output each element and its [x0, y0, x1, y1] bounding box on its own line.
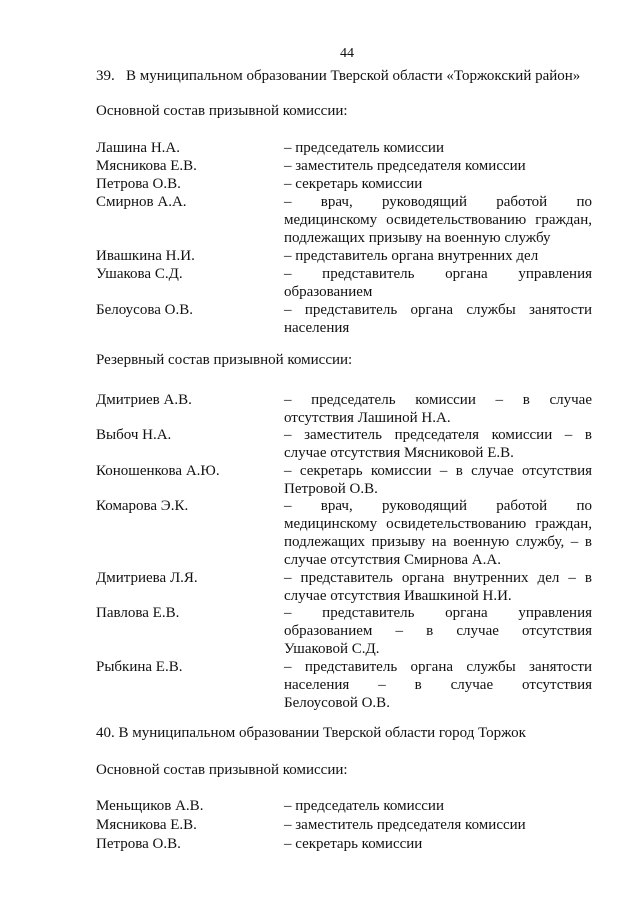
- member-role-line: – заместитель председателя комиссии: [284, 158, 526, 174]
- member-name: Мясникова Е.В.: [96, 158, 197, 174]
- member-role: [284, 569, 592, 605]
- member-role-line: случае отсутствия Ивашкиной Н.И.: [284, 588, 512, 604]
- member-role-line: – председатель комиссии: [284, 798, 444, 814]
- member-role: [284, 797, 592, 815]
- member-role: [284, 497, 592, 569]
- member-role-line: – заместитель председателя комиссии – в: [284, 427, 592, 443]
- member-name: Лашина Н.А.: [96, 140, 181, 156]
- member-role: [284, 265, 592, 301]
- member-role: [284, 426, 592, 462]
- member-role-line: подлежащих призыву на военную службу: [284, 230, 551, 246]
- member-role-line: случае отсутствия Мясниковой Е.В.: [284, 445, 514, 461]
- member-name: Ушакова С.Д.: [96, 266, 183, 282]
- member-name: Петрова О.В.: [96, 836, 181, 852]
- member-role-line: – представитель органа внутренних дел: [284, 248, 539, 264]
- member-role: [284, 157, 592, 175]
- section-39-reserve-heading: Резервный состав призывной комиссии:: [96, 352, 353, 368]
- member-role-line: – представитель органа службы занятости: [284, 302, 592, 318]
- member-name: Ивашкина Н.И.: [96, 248, 195, 264]
- member-role: [284, 391, 592, 427]
- member-role: [284, 193, 592, 247]
- member-role-line: – представитель органа управления: [284, 605, 592, 621]
- member-role-line: – представитель органа внутренних дел – в: [284, 570, 592, 586]
- member-role-line: – председатель комиссии: [284, 140, 444, 156]
- member-role: [284, 301, 592, 337]
- member-role-line: населения – в случае отсутствия: [284, 677, 592, 693]
- member-role: [284, 658, 592, 712]
- member-role: [284, 247, 592, 265]
- section-39-title: 39. В муниципальном образовании Тверской области «Торжокский район»: [96, 68, 581, 84]
- member-name: Белоусова О.В.: [96, 302, 193, 318]
- member-name: Дмитриева Л.Я.: [96, 570, 198, 586]
- member-role-line: – представитель органа службы занятости: [284, 659, 592, 675]
- member-role: [284, 139, 592, 157]
- member-role-line: – председатель комиссии – в случае: [284, 392, 592, 408]
- member-role: [284, 816, 592, 834]
- member-role-line: – секретарь комиссии: [284, 836, 423, 852]
- section-40-title: 40. В муниципальном образовании Тверской области город Торжок: [96, 725, 526, 741]
- member-role-line: – врач, руководящий работой по: [284, 498, 592, 514]
- member-role-line: медицинскому освидетельствованию граждан,: [284, 212, 592, 228]
- page-number: 44: [340, 46, 354, 61]
- member-name: Рыбкина Е.В.: [96, 659, 183, 675]
- member-name: Коношенкова А.Ю.: [96, 463, 220, 479]
- member-role-line: – секретарь комиссии: [284, 176, 423, 192]
- member-role-line: образованием – в случае отсутствия: [284, 623, 592, 639]
- member-role-line: – врач, руководящий работой по: [284, 194, 592, 210]
- member-role-line: населения: [284, 320, 350, 336]
- member-role-line: отсутствия Лашиной Н.А.: [284, 410, 451, 426]
- member-name: Комарова Э.К.: [96, 498, 189, 514]
- member-role-line: Ушаковой С.Д.: [284, 641, 380, 657]
- member-role: [284, 462, 592, 498]
- member-role: [284, 604, 592, 658]
- member-name: Петрова О.В.: [96, 176, 181, 192]
- member-role-line: – представитель органа управления: [284, 266, 592, 282]
- member-role-line: медицинскому освидетельствованию граждан,: [284, 516, 592, 532]
- member-name: Павлова Е.В.: [96, 605, 180, 621]
- member-name: Дмитриев А.В.: [96, 392, 192, 408]
- member-role-line: Белоусовой О.В.: [284, 695, 390, 711]
- member-role-line: подлежащих призыву на военную службу, – в: [284, 534, 592, 550]
- section-39-main-heading: Основной состав призывной комиссии:: [96, 103, 348, 119]
- member-name: Меньщиков А.В.: [96, 798, 204, 814]
- member-name: Выбоч Н.А.: [96, 427, 172, 443]
- member-name: Смирнов А.А.: [96, 194, 187, 210]
- section-40-main-heading: Основной состав призывной комиссии:: [96, 762, 348, 778]
- member-role: [284, 175, 592, 193]
- member-role-line: – заместитель председателя комиссии: [284, 817, 526, 833]
- member-role-line: случае отсутствия Смирнова А.А.: [284, 552, 501, 568]
- member-role-line: образованием: [284, 284, 373, 300]
- member-role-line: – секретарь комиссии – в случае отсутствия: [284, 463, 592, 479]
- member-role: [284, 835, 592, 853]
- member-name: Мясникова Е.В.: [96, 817, 197, 833]
- member-role-line: Петровой О.В.: [284, 481, 378, 497]
